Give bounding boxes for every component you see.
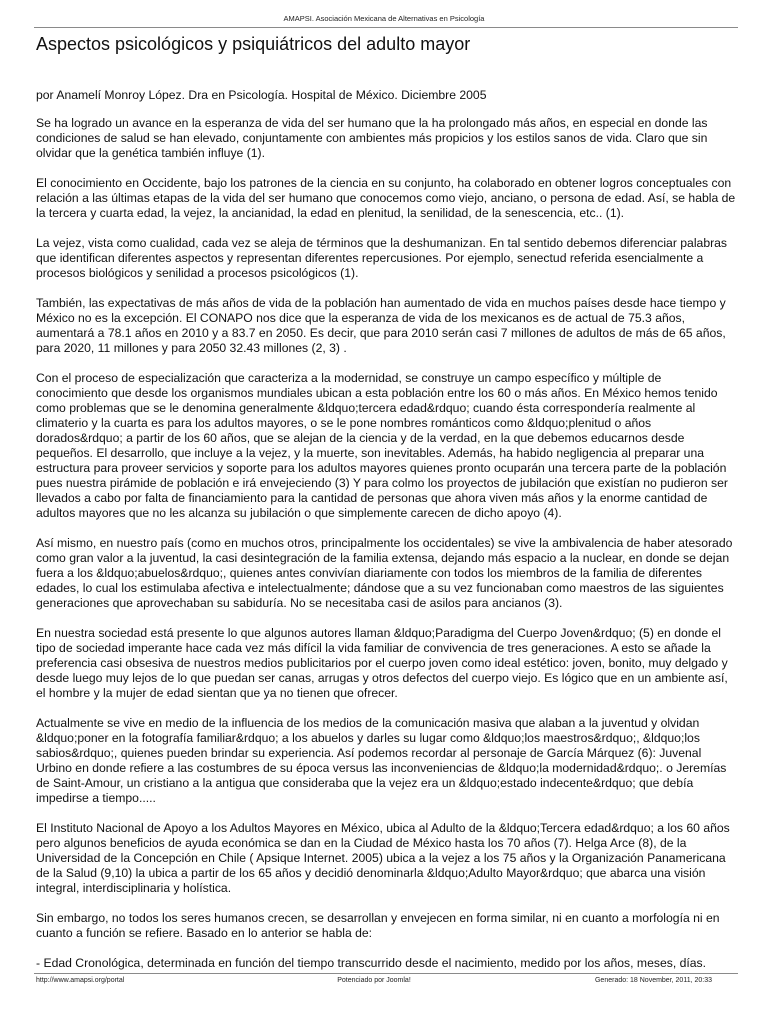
paragraph: También, las expectativas de más años de vida de la población han aumentado de vida en muchos países desde hace tiempo y México no es la excepción. El CONAPO nos dice que la esperanza de vida de los mexicanos es de actual de 75.3 años, aumentará a 78.1 años en 2010 y a 83.7 en 2050. Es decir, que para 2010 serán casi 7 millones de adultos de más de 65 años, para 2020, 11 millones y para 2050 32.43 millones (2, 3) . <box>36 296 726 355</box>
paragraph: El conocimiento en Occidente, bajo los patrones de la ciencia en su conjunto, ha colaborado en obtener logros conceptuales con relación a las últimas etapas de la vida del ser humano que conocemos como viejo, anciano, o persona de edad. Así, se habla de la tercera y cuarta edad, la vejez, la ancianidad, la edad en plenitud, la senilidad, de la senescencia, etc.. (1). <box>36 176 736 220</box>
paragraph: Así mismo, en nuestro país (como en muchos otros, principalmente los occidentales) se vive la ambivalencia de haber atesorado como gran valor a la juventud, la casi desintegración de la familia extensa, dejando más espacio a la nuclear, en donde se dejan fuera a los &ldquo;abuelos&rdquo;, quienes antes convivían diariamente con todos los miembros de la familia de diferentes edades, lo cual los estimulaba afectiva e intelectualmente; dándose que a su vez funcionaban como maestros de las siguientes generaciones que aprovechaban su sabiduría. No se necesitaba casi de asilos para ancianos (3). <box>36 536 733 610</box>
paragraph: Con el proceso de especialización que caracteriza a la modernidad, se construye un campo específico y múltiple de conocimiento que desde los organismos mundiales ubican a esta población entre los 60 o más años. En México hemos tenido como problemas que se le denomina generalmente &ldquo;tercera edad&rdquo; cuando ésta correspondería realmente al climaterio y la cuarta es para los adultos mayores, o se le pone nombres románticos como &ldquo;plenitud o años dorados&rdquo; a partir de los 60 años, que se alejan de la ciencia y de la verdad, en la que debemos educarnos desde pequeños. El desarrollo, que incluye a la vejez, y la muerte, son inevitables. Además, ha habido negligencia al preparar una estructura para proveer servicios y soporte para los adultos mayores quienes pronto ocuparán una tercera parte de la población pues nuestra pirámide de población e irá envejeciendo (3) Y para colmo los proyectos de jubilación que existían no pudieron ser llevados a cabo por falta de financiamiento para la cantidad de personas que ahora viven más años y la enorme cantidad de adultos mayores que no les alcanza su jubilación o que simplemente carecen de dicho apoyo (4). <box>36 371 728 520</box>
paragraph: En nuestra sociedad está presente lo que algunos autores llaman &ldquo;Paradigma del Cuerpo Joven&rdquo; (5) en donde el tipo de sociedad imperante hace cada vez más difícil la vida familiar de convivencia de tres generaciones. A esto se añade la preferencia casi obsesiva de nuestros medios publicitarios por el cuerpo joven como ideal estético: joven, bonito, muy delgado y desde luego muy lejos de lo que puedan ser canas, arrugas y otros defectos del cuerpo viejo. Es lógico que en un ambiente así, el hombre y la mujer de edad sientan que ya no tienen que ofrecer. <box>36 626 728 700</box>
paragraph: La vejez, vista como cualidad, cada vez se aleja de términos que la deshumanizan. En tal sentido debemos diferenciar palabras que identifican diferentes aspectos y representan diferentes repercusiones. Por ejemplo, senectud referida esencialmente a procesos biológicos y senilidad a procesos psicológicos (1). <box>36 236 728 280</box>
paragraph: Actualmente se vive en medio de la influencia de los medios de la comunicación masiva que alaban a la juventud y olvidan &ldquo;poner en la fotografía familiar&rdquo; a los abuelos y darles su lugar como &ldquo;los maestros&rdquo;, &ldquo;los sabios&rdquo;, quienes pueden brindar su experiencia. Así podemos recordar al personaje de García Márquez (6): Juvenal Urbino en donde refiere a las costumbres de su época versus las inconveniencias de &ldquo;la modernidad&rdquo;. o Jeremías de Saint-Amour, un cristiano a la antigua que consideraba que la vejez era un &ldquo;estado indecente&rdquo; que debía impedirse a tiempo..... <box>36 716 727 805</box>
page-header: AMAPSI. Asociación Mexicana de Alternativas en Psicología <box>283 14 485 23</box>
paragraph: Se ha logrado un avance en la esperanza de vida del ser humano que la ha prolongado más años, en especial en donde las condiciones de salud se han elevado, conjuntamente con ambientes más propicios y los estilos sanos de vida. Claro que sin olvidar que la genética también influye (1). <box>36 116 708 160</box>
header-divider <box>34 27 738 28</box>
article-body <box>36 88 736 986</box>
footer-generated-date: Generado: 18 November, 2011, 20:33 <box>594 977 712 984</box>
paragraph: El Instituto Nacional de Apoyo a los Adultos Mayores en México, ubica al Adulto de la &ldquo;Tercera edad&rdquo; a los 60 años pero algunos beneficios de ayuda económica se dan en la Ciudad de México hasta los 70 años (7). Helga Arce (8), de la Universidad de la Concepción en Chile ( Apsique Internet. 2005) ubica a la vejez a los 75 años y la Organización Panamericana de la Salud (9,10) la ubica a partir de los 65 años y decidió denominarla &ldquo;Adulto Mayor&rdquo; que abarca una visión integral, interdisciplinaria y holística. <box>36 821 730 895</box>
paragraph: - Edad Cronológica, determinada en función del tiempo transcurrido desde el nacimiento, medido por los años, meses, días. <box>36 956 707 970</box>
article-title: Aspectos psicológicos y psiquiátricos del adulto mayor <box>36 34 471 54</box>
paragraph: Sin embargo, no todos los seres humanos crecen, se desarrollan y envejecen en forma similar, ni en cuanto a morfología ni en cuanto a función se refiere. Basado en lo anterior se habla de: <box>36 911 720 940</box>
author-line: por Anamelí Monroy López. Dra en Psicología. Hospital de México. Diciembre 2005 <box>36 88 487 102</box>
footer-powered-by: Potenciado por Joomla! <box>337 977 411 984</box>
footer-divider <box>34 973 738 974</box>
footer-url: http://www.amapsi.org/portal <box>36 977 125 984</box>
